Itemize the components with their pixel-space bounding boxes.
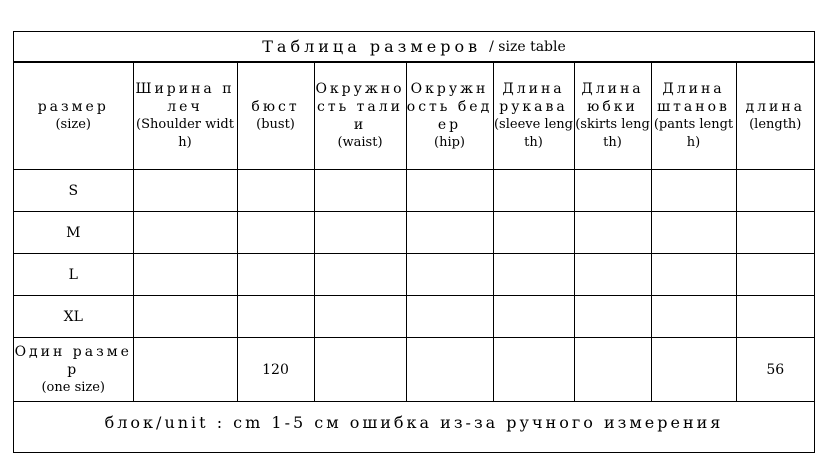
table-cell <box>736 170 814 212</box>
table-cell <box>493 212 574 254</box>
table-cell <box>736 254 814 296</box>
table-cell <box>314 254 406 296</box>
table-cell <box>651 212 736 254</box>
table-cell <box>237 254 314 296</box>
table-cell <box>406 170 493 212</box>
length-value: 56 <box>736 338 814 402</box>
table-cell <box>406 296 493 338</box>
unit-note: блок/unit : cm 1-5 см ошибка из-за ручного измерения <box>14 401 814 442</box>
header-bust: бюст (bust) <box>237 63 314 170</box>
table-cell <box>314 338 406 402</box>
table-cell <box>237 212 314 254</box>
size-label: L <box>14 254 133 296</box>
table-cell <box>493 254 574 296</box>
table-cell <box>651 254 736 296</box>
table-cell <box>406 254 493 296</box>
header-size: размер (size) <box>14 63 133 170</box>
table-cell <box>314 296 406 338</box>
header-pants: Длина штанов (pants length) <box>651 63 736 170</box>
table-cell <box>736 296 814 338</box>
size-label: S <box>14 170 133 212</box>
header-sleeve: Длина рукава (sleeve length) <box>493 63 574 170</box>
table-cell <box>493 296 574 338</box>
table-row <box>14 170 814 212</box>
size-table <box>14 62 814 401</box>
table-cell <box>133 212 237 254</box>
table-cell <box>493 170 574 212</box>
header-skirt: Длина юбки (skirts length) <box>574 63 651 170</box>
header-length: длина (length) <box>736 63 814 170</box>
header-waist: Окружность талии (waist) <box>314 63 406 170</box>
table-cell <box>574 254 651 296</box>
table-cell <box>493 338 574 402</box>
table-cell <box>133 338 237 402</box>
table-cell <box>651 170 736 212</box>
table-row <box>14 212 814 254</box>
size-label: XL <box>14 296 133 338</box>
table-title <box>14 32 814 62</box>
title-en: / size table <box>489 38 566 55</box>
one-size-row <box>14 338 814 402</box>
table-row <box>14 296 814 338</box>
table-cell <box>651 296 736 338</box>
table-cell <box>574 212 651 254</box>
table-cell <box>406 212 493 254</box>
table-row <box>14 254 814 296</box>
table-cell <box>651 338 736 402</box>
title-ru: Таблица размеров <box>262 37 482 56</box>
table-cell <box>133 170 237 212</box>
table-cell <box>133 296 237 338</box>
table-cell <box>574 170 651 212</box>
header-row <box>14 63 814 170</box>
size-label: M <box>14 212 133 254</box>
header-shoulder: Ширина плеч (Shoulder width) <box>133 63 237 170</box>
table-cell <box>574 296 651 338</box>
table-cell <box>574 338 651 402</box>
table-cell <box>314 170 406 212</box>
header-hip: Окружность бедер (hip) <box>406 63 493 170</box>
table-cell <box>133 254 237 296</box>
one-size-label: Один размер (one size) <box>14 338 133 402</box>
table-cell <box>237 170 314 212</box>
table-cell <box>314 212 406 254</box>
table-cell <box>237 296 314 338</box>
table-cell <box>736 212 814 254</box>
bust-value: 120 <box>237 338 314 402</box>
size-chart <box>13 31 815 453</box>
table-cell <box>406 338 493 402</box>
